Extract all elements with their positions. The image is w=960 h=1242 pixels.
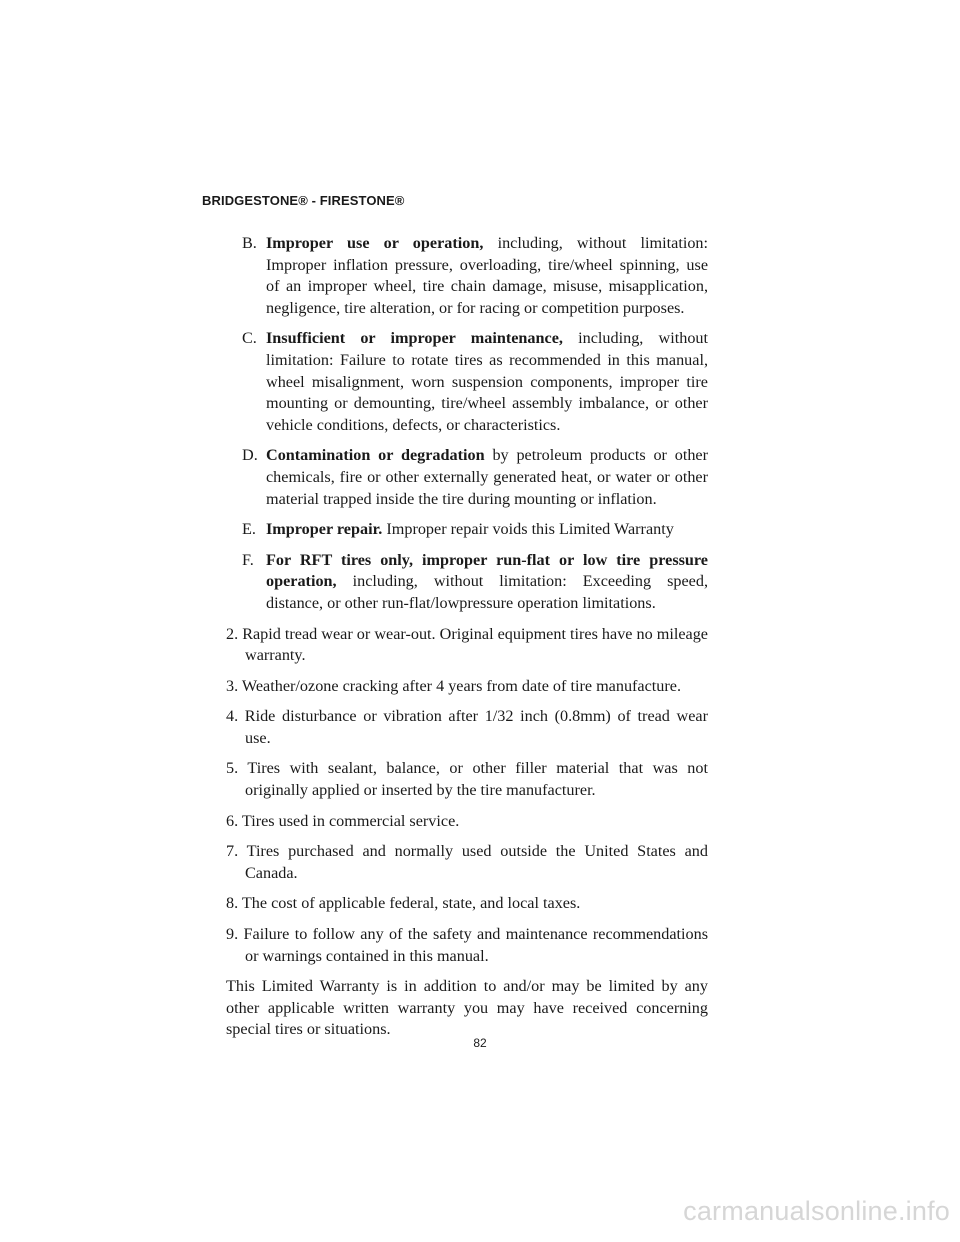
sub-item-label: F. [242, 550, 254, 569]
sub-item-e [242, 519, 708, 541]
closing-paragraph: This Limited Warranty is in addition to and/or may be limited by any other applicable written warranty you may have received concerning special tires or situations. [226, 977, 708, 1039]
warranty-exclusions-content [226, 233, 708, 1050]
sub-item-heading: Insufficient or improper maintenance, [266, 329, 563, 348]
sub-item-heading: For RFT tires only, improper run-flat or low tire pressure operation, [266, 550, 708, 591]
page-number: 82 [473, 1036, 487, 1050]
numbered-item-9: 9. Failure to follow any of the safety and maintenance recommendations or warnings contained in this manual. [226, 925, 708, 965]
sub-item-heading: Improper repair. [266, 520, 383, 539]
section-header: BRIDGESTONE® - FIRESTONE® [202, 193, 405, 208]
numbered-item-5: 5. Tires with sealant, balance, or other filler material that was not originally applied or inserted by the tire manufacturer. [226, 759, 708, 800]
sub-item-label: B. [242, 234, 257, 252]
numbered-item-4: 4. Ride disturbance or vibration after 1/32 inch (0.8mm) of tread wear use. [226, 707, 708, 747]
sub-item-label: C. [242, 329, 257, 348]
numbered-item-3: 3. Weather/ozone cracking after 4 years from date of tire manufacture. [226, 676, 682, 695]
sub-item-b [242, 233, 708, 319]
sub-item-c [242, 328, 708, 436]
sub-item-heading: Contamination or degradation [266, 446, 485, 465]
sub-item-d [242, 445, 708, 510]
sub-item-text: including, without limitation: Improper inflation pressure, overloading, tire/wheel spinning, use of an improper wheel, tire chain damage, misuse, misapplication, negligence, tire alteration, or for racing or competition purposes. [266, 234, 709, 317]
sub-item-text: by petroleum products or other chemicals, fire or other externally generated heat, or water or other material trapped inside the tire during mounting or inflation. [266, 446, 709, 508]
watermark: carmanualsonline.info [683, 1196, 950, 1226]
sub-item-heading: Improper use or operation, [266, 234, 484, 252]
sub-item-label: E. [242, 520, 256, 539]
numbered-item-7: 7. Tires purchased and normally used outside the United States and Canada. [226, 842, 708, 882]
sub-item-f [242, 550, 708, 615]
sub-item-text: Improper repair voids this Limited Warranty [386, 520, 674, 539]
sub-item-label: D. [242, 446, 258, 465]
sub-item-text: including, without limitation: Exceeding speed, distance, or other run-flat/lowpressure operation limitations. [266, 572, 708, 612]
numbered-item-2: 2. Rapid tread wear or wear-out. Original equipment tires have no mileage warranty. [226, 624, 708, 665]
numbered-item-8: 8. The cost of applicable federal, state, and local taxes. [226, 894, 581, 913]
numbered-item-6: 6. Tires used in commercial service. [226, 811, 460, 830]
sub-item-text: including, without limitation: Failure to rotate tires as recommended in this manual, wheel misalignment, worn suspension components, improper tire mounting or demounting, tire/wheel assembly imbalance, or other vehicle conditions, defects, or characteristics. [266, 329, 709, 434]
